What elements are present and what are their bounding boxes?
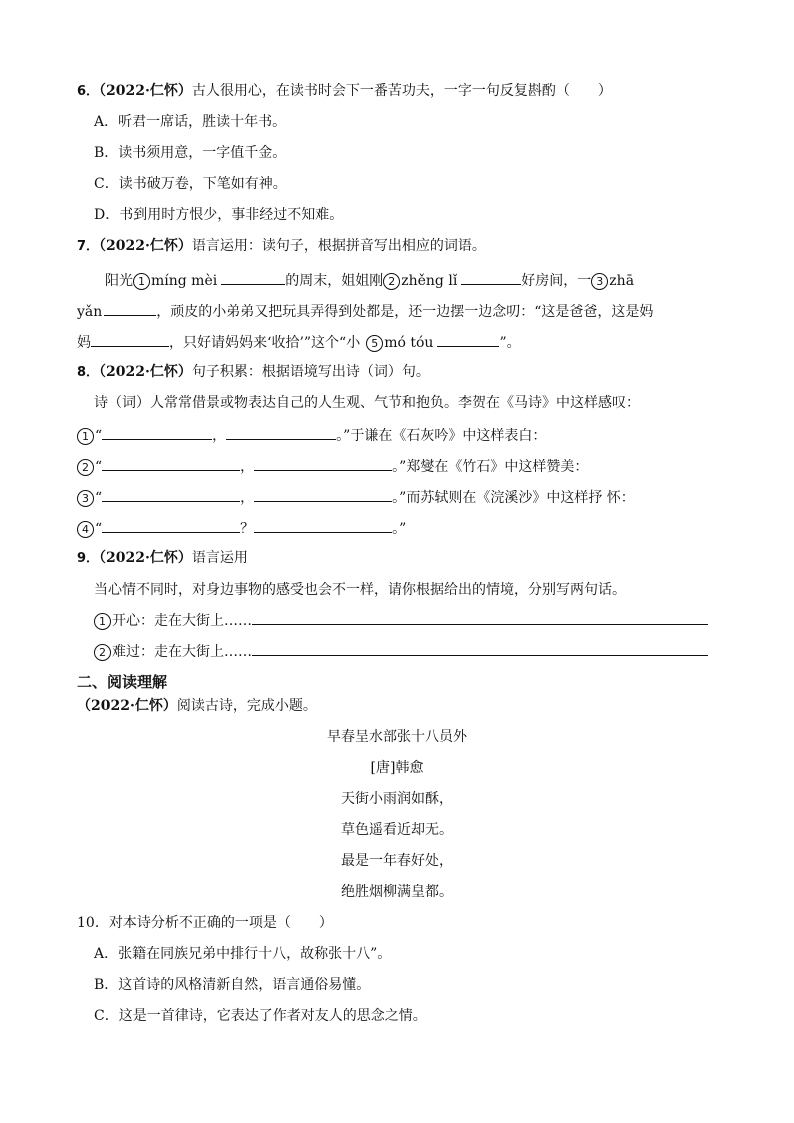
punctuation: ， xyxy=(240,459,255,475)
q7-line-3 xyxy=(77,332,521,352)
pinyin: míng mèi xyxy=(151,273,218,289)
quote-mark: “ xyxy=(95,459,103,475)
option-text: 张籍在同族兄弟中排行十八，故称张十八”。 xyxy=(118,946,392,962)
question-text: 语言运用 xyxy=(191,550,248,566)
option-text: 这首诗的风格清新自然，语言通俗易懂。 xyxy=(118,977,371,993)
option-c xyxy=(94,1007,427,1025)
question-10-stem xyxy=(77,914,333,932)
answer-blank[interactable] xyxy=(254,518,392,533)
answer-blank[interactable] xyxy=(461,270,521,285)
answer-blank[interactable] xyxy=(102,518,240,533)
punctuation: ， xyxy=(212,428,227,444)
option-letter: B． xyxy=(94,977,119,993)
question-source: （2022·仁怀） xyxy=(99,83,192,99)
question-number: 6． xyxy=(77,84,100,99)
option-letter: A． xyxy=(94,946,119,962)
pinyin: zhā xyxy=(609,273,635,289)
option-b xyxy=(94,976,370,994)
passage-text: ，只好请妈妈来‘收拾’”这个“小 xyxy=(169,335,361,351)
question-number: 9． xyxy=(77,551,100,566)
prompt-text: 开心：走在大街上…… xyxy=(112,613,252,629)
question-source: （2022·仁怀） xyxy=(99,238,192,254)
circled-number: 4 xyxy=(77,521,94,538)
passage-text: 妈 xyxy=(77,335,91,351)
question-number: 8． xyxy=(77,365,100,380)
pinyin: yǎn xyxy=(77,304,103,320)
option-text: 这是一首律诗，它表达了作者对友人的思念之情。 xyxy=(118,1008,427,1024)
passage-text: 。”于谦在《石灰吟》中这样表白： xyxy=(336,428,547,444)
punctuation: ， xyxy=(240,490,255,506)
option-text: 听君一席话，胜读十年书。 xyxy=(118,114,287,130)
pinyin: zhěng lǐ xyxy=(401,273,458,289)
option-letter: A． xyxy=(94,114,119,130)
option-text: 读书须用意，一字值千金。 xyxy=(118,145,287,161)
pinyin: mó tóu xyxy=(384,335,434,351)
question-7-stem xyxy=(77,237,486,256)
circled-number: 2 xyxy=(77,459,94,476)
q8-item-3 xyxy=(77,487,635,507)
option-text: 书到用时方恨少，事非经过不知难。 xyxy=(119,207,344,223)
passage-text: ，顽皮的小弟弟又把玩具弄得到处都是，还一边摆一边念叨：“这是爸爸，这是妈 xyxy=(156,304,654,320)
answer-blank[interactable] xyxy=(254,487,392,502)
option-b xyxy=(94,144,286,162)
poem-line: 草色遥看近却无。 xyxy=(341,822,453,838)
question-source: （2022·仁怀） xyxy=(77,698,177,714)
prompt-text: 难过：走在大街上…… xyxy=(112,644,252,660)
question-text: 古人很用心，在读书时会下一番苦功夫，一字一句反复斟酌（ ） xyxy=(191,83,612,99)
answer-line[interactable] xyxy=(252,612,708,625)
q7-line-1 xyxy=(105,270,634,290)
question-6-stem xyxy=(77,82,612,101)
answer-blank[interactable] xyxy=(221,270,285,285)
section-heading: 二、阅读理解 xyxy=(77,673,168,691)
poem-title: 早春呈水部张十八员外 xyxy=(327,729,467,745)
section-instruction xyxy=(77,697,317,715)
answer-blank[interactable] xyxy=(102,456,240,471)
question-source: （2022·仁怀） xyxy=(99,364,192,380)
q8-intro: 诗（词）人常常借景或物表达自己的人生观、气节和抱负。李贺在《马诗》中这样感叹： xyxy=(94,395,640,411)
q9-intro: 当心情不同时，对身边事物的感受也会不一样，请你根据给出的情境，分别写两句话。 xyxy=(94,582,626,598)
answer-blank[interactable] xyxy=(104,301,156,316)
answer-blank[interactable] xyxy=(91,332,169,347)
question-number: 7． xyxy=(77,239,100,254)
q9-item-2 xyxy=(94,643,708,661)
passage-text: 好房间，一 xyxy=(521,273,592,289)
poem-author: [唐]韩愈 xyxy=(370,760,424,776)
question-8-stem xyxy=(77,363,430,382)
poem-line: 最是一年春好处， xyxy=(341,853,453,869)
circled-number: 1 xyxy=(133,273,150,290)
passage-text: 的周末，姐姐刚 xyxy=(285,273,384,289)
option-letter: C． xyxy=(94,176,119,192)
option-d xyxy=(94,206,343,224)
punctuation: ？ xyxy=(240,521,255,537)
question-9-stem xyxy=(77,549,248,568)
option-letter: C． xyxy=(94,1008,119,1024)
passage-text: 阳光 xyxy=(105,273,133,289)
circled-number: 5 xyxy=(366,335,383,352)
passage-text: 。”而苏轼则在《浣溪沙》中这样抒 怀： xyxy=(392,490,635,506)
answer-blank[interactable] xyxy=(102,487,240,502)
option-a xyxy=(94,113,286,131)
circled-number: 3 xyxy=(77,490,94,507)
option-letter: B． xyxy=(94,145,119,161)
q8-item-1 xyxy=(77,425,546,445)
q9-item-1 xyxy=(94,612,708,630)
question-text: 语言运用：读句子，根据拼音写出相应的词语。 xyxy=(191,238,486,254)
option-text: 读书破万卷，下笔如有神。 xyxy=(118,176,287,192)
circled-number: 2 xyxy=(383,273,400,290)
passage-text: 。” xyxy=(392,521,407,537)
question-number: 10． xyxy=(77,915,109,931)
q7-line-2 xyxy=(77,301,653,321)
instruction-text: 阅读古诗，完成小题。 xyxy=(176,698,317,714)
option-letter: D． xyxy=(94,207,120,223)
poem-line: 绝胜烟柳满皇都。 xyxy=(341,884,453,900)
option-c xyxy=(94,175,287,193)
answer-blank[interactable] xyxy=(102,425,212,440)
q8-item-2 xyxy=(77,456,588,476)
quote-mark: “ xyxy=(95,521,103,537)
quote-mark: “ xyxy=(95,490,103,506)
passage-text: ”。 xyxy=(499,335,521,351)
answer-blank[interactable] xyxy=(437,332,499,347)
question-source: （2022·仁怀） xyxy=(99,550,192,566)
q8-item-4 xyxy=(77,518,406,538)
answer-blank[interactable] xyxy=(226,425,336,440)
circled-number: 1 xyxy=(94,613,111,630)
question-text: 对本诗分析不正确的一项是（ ） xyxy=(108,915,333,931)
option-a xyxy=(94,945,391,963)
poem-line: 天街小雨润如酥， xyxy=(341,791,453,807)
question-text: 句子积累：根据语境写出诗（词）句。 xyxy=(191,364,430,380)
answer-line[interactable] xyxy=(252,643,708,656)
answer-blank[interactable] xyxy=(254,456,392,471)
quote-mark: “ xyxy=(95,428,103,444)
passage-text: 。”郑燮在《竹石》中这样赞美： xyxy=(392,459,589,475)
circled-number: 1 xyxy=(77,428,94,445)
circled-number: 3 xyxy=(591,273,608,290)
circled-number: 2 xyxy=(94,644,111,661)
